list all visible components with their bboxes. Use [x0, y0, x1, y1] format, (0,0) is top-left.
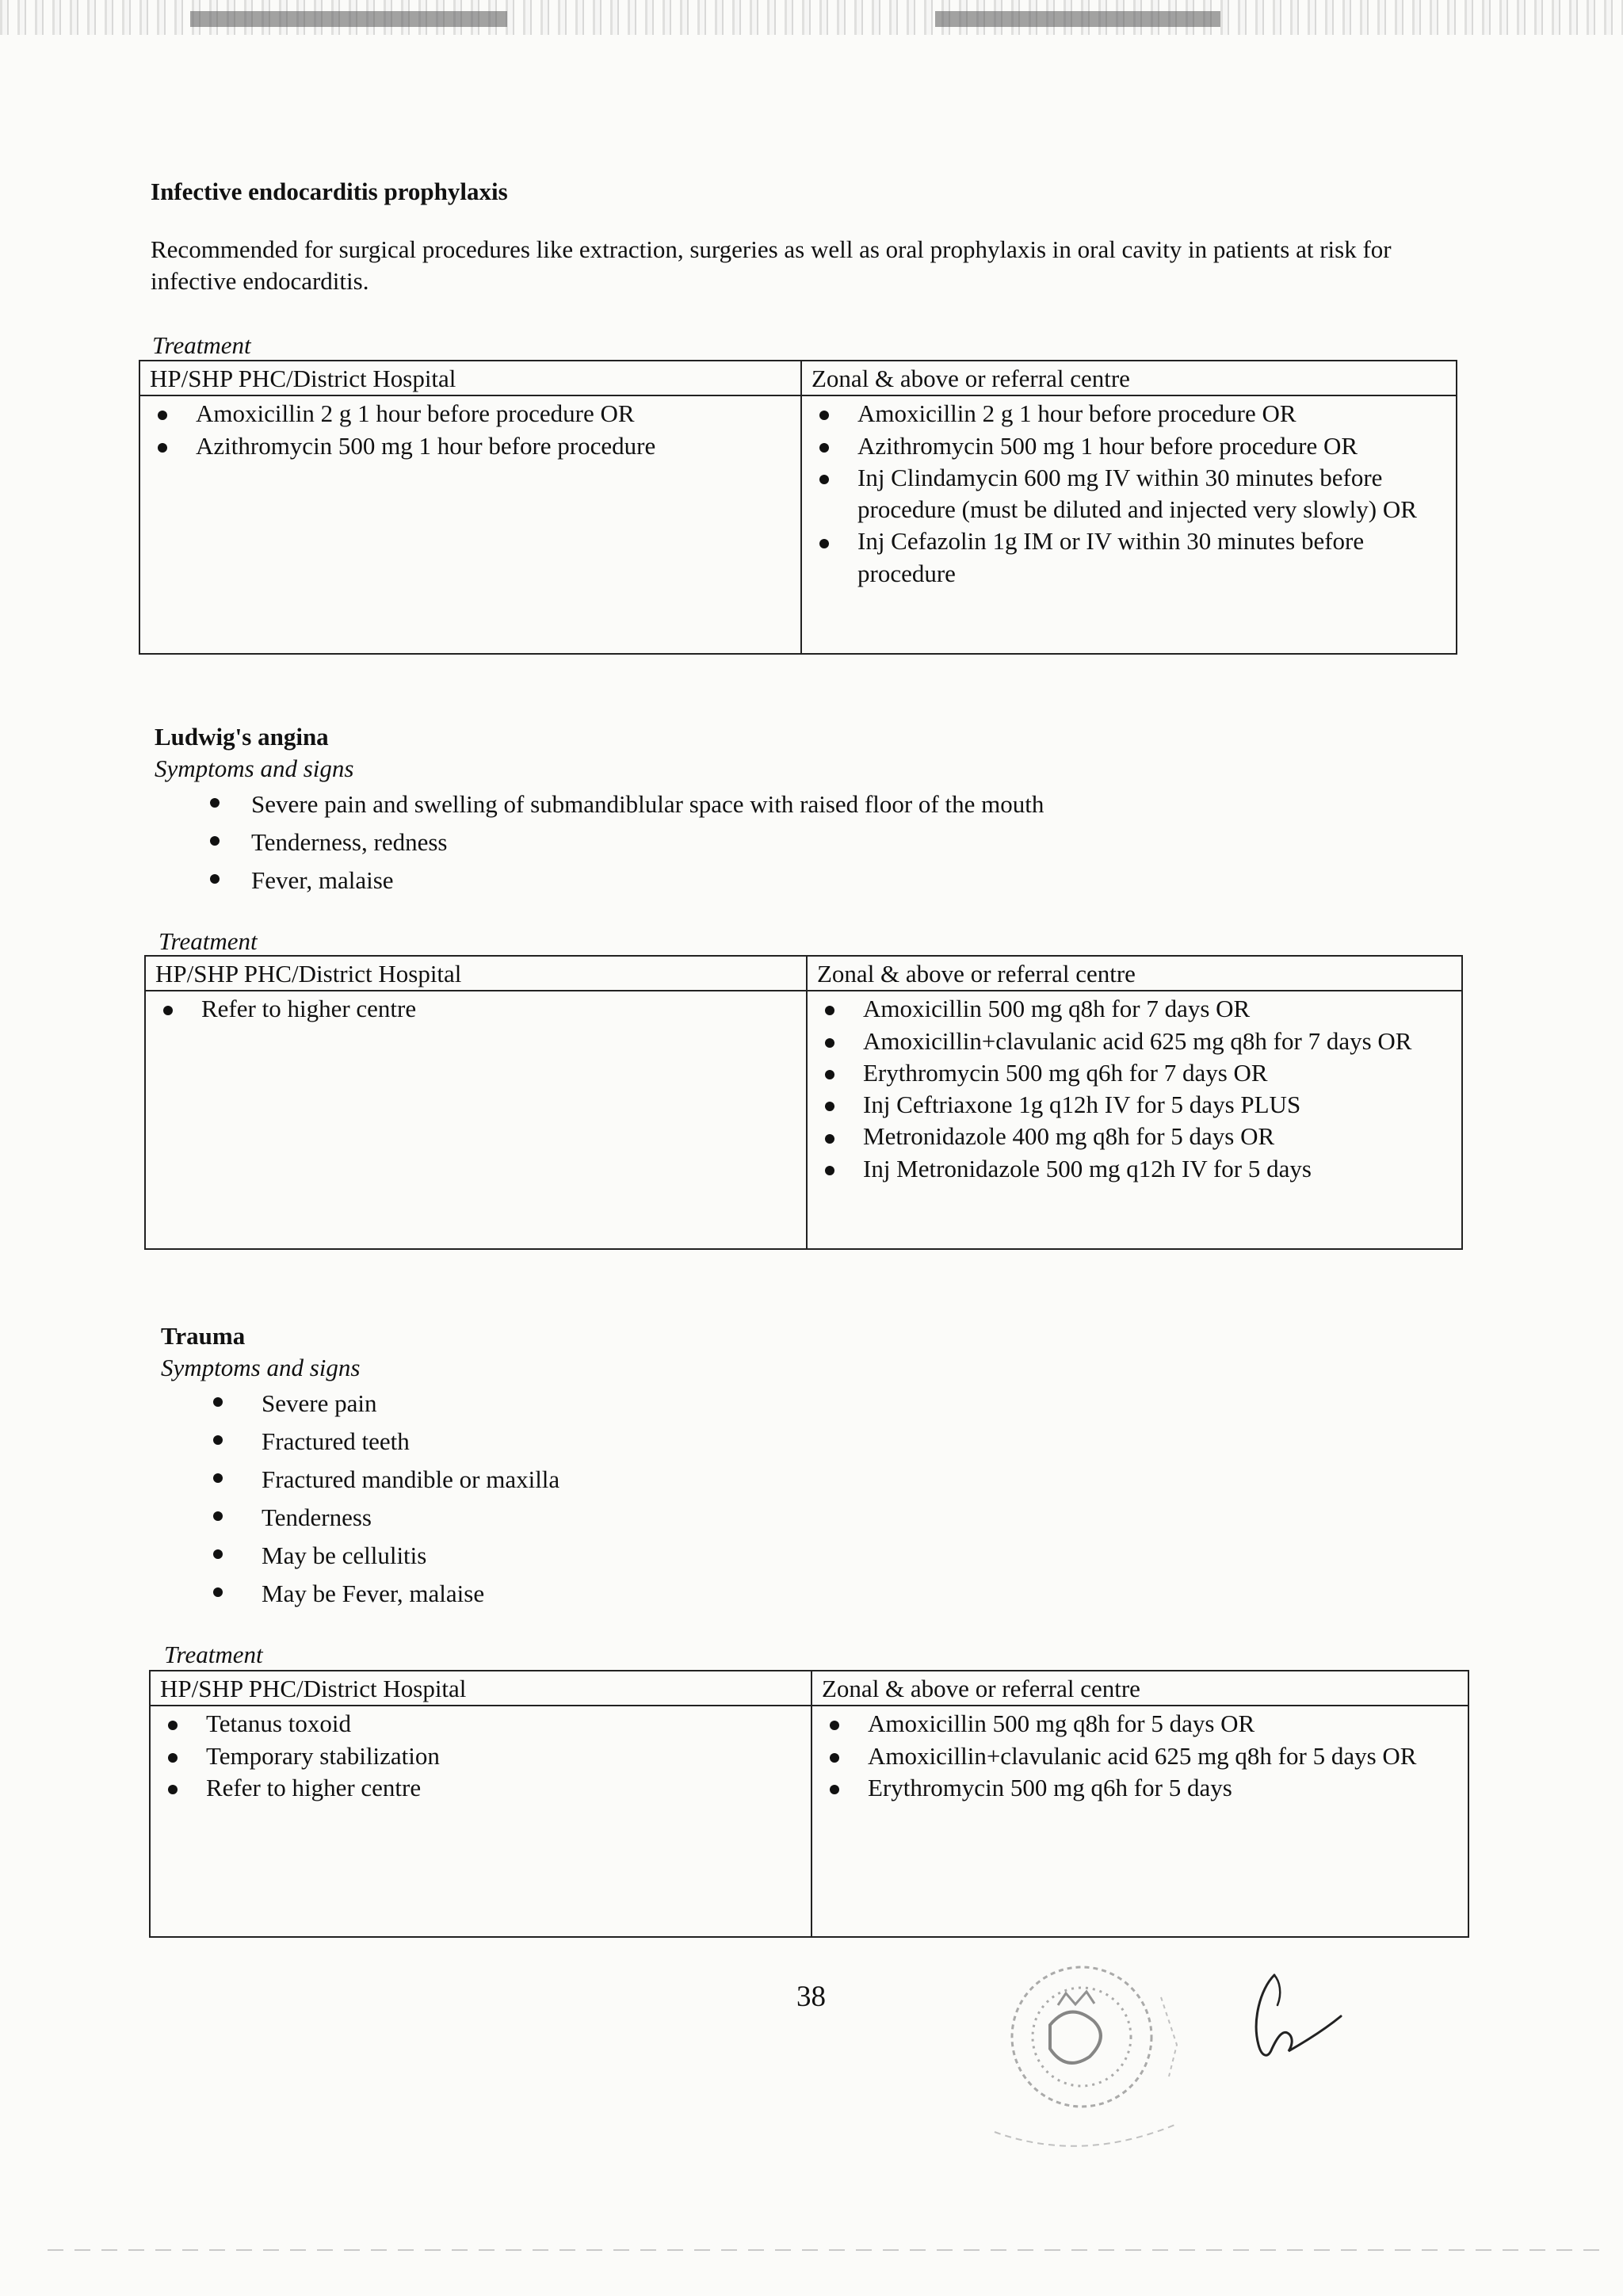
endocarditis-description-block	[151, 234, 1450, 298]
section-title: Trauma	[161, 1322, 246, 1350]
list-item: Erythromycin 500 mg q6h for 7 days OR	[817, 1057, 1452, 1089]
list-item: Inj Metronidazole 500 mg q12h IV for 5 days	[817, 1153, 1452, 1185]
bullet-icon	[213, 1549, 223, 1559]
bullet-icon	[830, 1753, 839, 1763]
list-item: Tenderness	[213, 1499, 1461, 1537]
bullet-icon	[210, 798, 220, 808]
bullet-icon	[210, 836, 220, 846]
endocarditis-treatment-label-block	[152, 330, 251, 361]
list-item: Amoxicillin 2 g 1 hour before procedure OR	[150, 398, 791, 430]
list-item: Azithromycin 500 mg 1 hour before procedure OR	[812, 430, 1446, 462]
endocarditis-treatment-table	[139, 360, 1457, 655]
trauma-treatment-table	[149, 1670, 1469, 1938]
list-item: Severe pain and swelling of submandiblular space with raised floor of the mouth	[210, 785, 1454, 823]
treatment-list	[160, 1708, 801, 1804]
bullet-icon	[168, 1753, 178, 1763]
trauma-treatment-label-block	[164, 1639, 263, 1671]
signature-icon	[1236, 1958, 1363, 2076]
bullet-icon	[825, 1166, 834, 1175]
list-item: Inj Cefazolin 1g IM or IV within 30 minutes before procedure	[812, 525, 1446, 590]
bullet-icon	[213, 1587, 223, 1597]
symptoms-label: Symptoms and signs	[161, 1354, 361, 1382]
table-header-primary-care: HP/SHP PHC/District Hospital	[145, 956, 807, 991]
treatment-list	[150, 398, 791, 462]
scan-artifact-bottom	[48, 2249, 1601, 2251]
referral-centre-cell	[801, 395, 1457, 654]
referral-centre-cell	[807, 991, 1462, 1249]
symptoms-list	[213, 1385, 1461, 1613]
bullet-icon	[213, 1397, 223, 1407]
bullet-icon	[158, 411, 167, 420]
primary-care-cell	[145, 991, 807, 1249]
list-item: May be Fever, malaise	[213, 1575, 1461, 1613]
table-header-referral-centre: Zonal & above or referral centre	[807, 956, 1462, 991]
primary-care-cell	[150, 1706, 812, 1937]
bullet-icon	[213, 1435, 223, 1445]
bullet-icon	[825, 1006, 834, 1015]
symptoms-label: Symptoms and signs	[155, 755, 354, 783]
treatment-list	[817, 993, 1452, 1185]
bullet-icon	[830, 1721, 839, 1730]
bullet-icon	[825, 1102, 834, 1111]
list-item: Tenderness, redness	[210, 823, 1454, 861]
endocarditis-section	[151, 176, 1450, 208]
bullet-icon	[213, 1511, 223, 1521]
list-item: Fever, malaise	[210, 861, 1454, 900]
list-item: May be cellulitis	[213, 1537, 1461, 1575]
scan-artifact-dark-band	[935, 11, 1220, 27]
list-item: Amoxicillin 2 g 1 hour before procedure OR	[812, 398, 1446, 430]
ludwig-treatment-table	[144, 955, 1463, 1250]
bullet-icon	[819, 475, 829, 484]
bullet-icon	[158, 443, 167, 453]
table-header-referral-centre: Zonal & above or referral centre	[812, 1671, 1468, 1706]
bullet-icon	[210, 874, 220, 884]
scan-artifact-dark-band	[190, 11, 507, 27]
trauma-section	[161, 1320, 1461, 1613]
list-item: Temporary stabilization	[160, 1740, 801, 1772]
treatment-label: Treatment	[164, 1641, 263, 1668]
list-item: Metronidazole 400 mg q8h for 5 days OR	[817, 1121, 1452, 1152]
ludwig-section	[155, 721, 1454, 900]
table-header-primary-care: HP/SHP PHC/District Hospital	[139, 361, 801, 395]
referral-centre-cell	[812, 1706, 1468, 1937]
bullet-icon	[825, 1134, 834, 1144]
list-item: Tetanus toxoid	[160, 1708, 801, 1740]
section-title: Ludwig's angina	[155, 723, 329, 751]
bullet-icon	[819, 411, 829, 420]
list-item: Inj Ceftriaxone 1g q12h IV for 5 days PLUS	[817, 1089, 1452, 1121]
ludwig-treatment-label-block	[158, 926, 258, 957]
list-item: Fractured mandible or maxilla	[213, 1461, 1461, 1499]
bullet-icon	[825, 1070, 834, 1079]
section-description: Recommended for surgical procedures like extraction, surgeries as well as oral prophylaxis in oral cavity in patients at risk for infective endocarditis.	[151, 235, 1392, 296]
treatment-list	[812, 398, 1446, 590]
list-item: Amoxicillin+clavulanic acid 625 mg q8h for 5 days OR	[822, 1740, 1458, 1772]
bullet-icon	[819, 443, 829, 453]
official-stamp-icon	[963, 1950, 1224, 2187]
symptoms-list	[210, 785, 1454, 900]
list-item: Amoxicillin+clavulanic acid 625 mg q8h for 7 days OR	[817, 1026, 1452, 1057]
bullet-icon	[168, 1785, 178, 1794]
bullet-icon	[819, 539, 829, 548]
list-item: Inj Clindamycin 600 mg IV within 30 minutes before procedure (must be diluted and injected very slowly) OR	[812, 462, 1446, 526]
list-item: Amoxicillin 500 mg q8h for 5 days OR	[822, 1708, 1458, 1740]
treatment-list	[155, 993, 796, 1025]
list-item: Refer to higher centre	[160, 1772, 801, 1804]
bullet-icon	[163, 1006, 173, 1015]
list-item: Erythromycin 500 mg q6h for 5 days	[822, 1772, 1458, 1804]
treatment-label: Treatment	[152, 331, 251, 359]
bullet-icon	[830, 1785, 839, 1794]
primary-care-cell	[139, 395, 801, 654]
treatment-label: Treatment	[158, 927, 258, 955]
table-header-referral-centre: Zonal & above or referral centre	[801, 361, 1457, 395]
list-item: Azithromycin 500 mg 1 hour before procedure	[150, 430, 791, 462]
section-title: Infective endocarditis prophylaxis	[151, 178, 508, 205]
treatment-list	[822, 1708, 1458, 1804]
list-item: Fractured teeth	[213, 1423, 1461, 1461]
page-number: 38	[796, 1981, 826, 2013]
list-item: Amoxicillin 500 mg q8h for 7 days OR	[817, 993, 1452, 1025]
list-item: Refer to higher centre	[155, 993, 796, 1025]
bullet-icon	[168, 1721, 178, 1730]
bullet-icon	[213, 1473, 223, 1483]
list-item: Severe pain	[213, 1385, 1461, 1423]
bullet-icon	[825, 1038, 834, 1048]
table-header-primary-care: HP/SHP PHC/District Hospital	[150, 1671, 812, 1706]
